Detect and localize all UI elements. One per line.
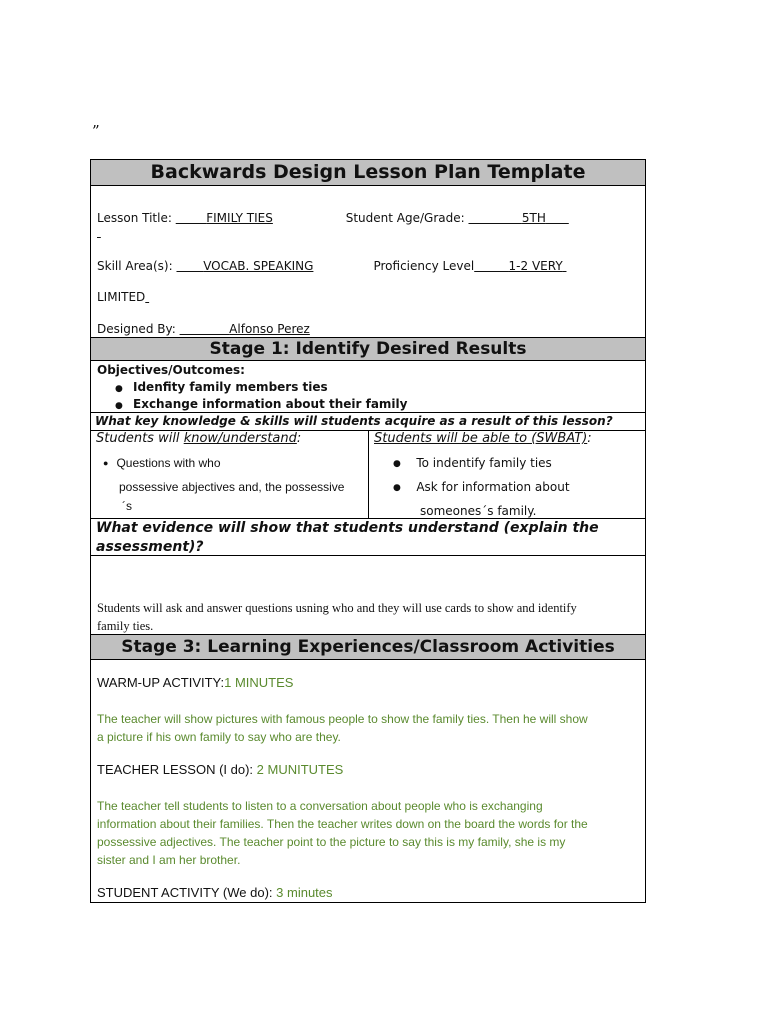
warmup-text-2: a picture if his own family to say who are they. [97, 730, 341, 744]
stage3-box [90, 634, 646, 903]
objective-item: ● Exchange information about their family [111, 396, 407, 413]
teacher-lesson-time: 2 MUNITUTES [256, 762, 344, 777]
key-question: What key knowledge & skills will students acquire as a result of this lesson? [95, 414, 613, 428]
stage1-title: Stage 1: Identify Desired Results [91, 338, 645, 361]
know-item-1: ● Questions with who [103, 456, 221, 470]
proficiency-continuation: LIMITED [97, 290, 146, 304]
proficiency-value: 1-2 VERY [508, 259, 563, 273]
quote-mark: ” [92, 122, 100, 140]
know-column [91, 430, 369, 518]
age-grade-continuation [97, 225, 142, 239]
skill-row: Skill Area(s): VOCAB. SPEAKING Proficiency Level 1-2 VERY [97, 259, 563, 273]
evidence-answer-box [90, 555, 646, 635]
objectives-block [97, 362, 407, 413]
evidence-question-row [91, 518, 645, 557]
stage1-box [90, 337, 646, 556]
student-activity-time: 3 minutes [276, 885, 333, 900]
key-question-row [91, 412, 645, 431]
lesson-text-4: sister and I am her brother. [97, 853, 241, 867]
page-title: Backwards Design Lesson Plan Template [91, 160, 645, 186]
lesson-info-box [90, 159, 646, 338]
swbat-heading: Students will be able to (SWBAT): [374, 431, 592, 446]
know-item-3: ´s [122, 499, 132, 513]
swbat-column [369, 430, 645, 518]
evidence-question-1: What evidence will show that students understand (explain the [96, 520, 599, 536]
warmup-row: WARM-UP ACTIVITY:1 MINUTES [97, 675, 294, 690]
evidence-question-2: assessment)? [96, 539, 204, 555]
lesson-text-3: possessive adjectives. The teacher point to the picture to say this is my family, she is my [97, 835, 566, 849]
designed-row: Designed By: Alfonso Perez [97, 322, 310, 336]
know-heading: Students will know/understand: [96, 431, 302, 446]
objective-item: ● Idenfity family members ties [111, 379, 407, 396]
lesson-text-2: information about their families. Then the teacher writes down on the board the words for the [97, 817, 588, 831]
student-activity-row: STUDENT ACTIVITY (We do): 3 minutes [97, 885, 333, 900]
warmup-time: 1 MINUTES [224, 675, 294, 690]
skill-value: VOCAB. SPEAKING [203, 259, 314, 273]
swbat-item-3: someones´s family. [420, 504, 537, 518]
designed-value: Alfonso Perez [229, 322, 310, 336]
lesson-title-value: FIMILY TIES [206, 211, 273, 225]
teacher-lesson-row: TEACHER LESSON (I do): 2 MUNITUTES [97, 762, 344, 777]
know-item-2: possessive abjectives and, the possessive [119, 480, 345, 494]
warmup-text-1: The teacher will show pictures with famous people to show the family ties. Then he will show [97, 712, 588, 726]
stage3-title: Stage 3: Learning Experiences/Classroom Activities [91, 635, 645, 660]
lesson-text-1: The teacher tell students to listen to a conversation about people who is exchanging [97, 799, 543, 813]
lesson-title-row: Lesson Title: FIMILY TIES Student Age/Grade: 5TH [97, 211, 546, 225]
swbat-item: ● Ask for information about [393, 480, 570, 494]
swbat-item: ● To indentify family ties [393, 456, 552, 470]
evidence-answer-1: Students will ask and answer questions usning who and they will use cards to show and identify [97, 601, 577, 615]
objectives-label: Objectives/Outcomes: [97, 363, 245, 377]
age-grade-value: 5TH [521, 211, 546, 225]
evidence-answer-2: family ties. [97, 619, 154, 633]
